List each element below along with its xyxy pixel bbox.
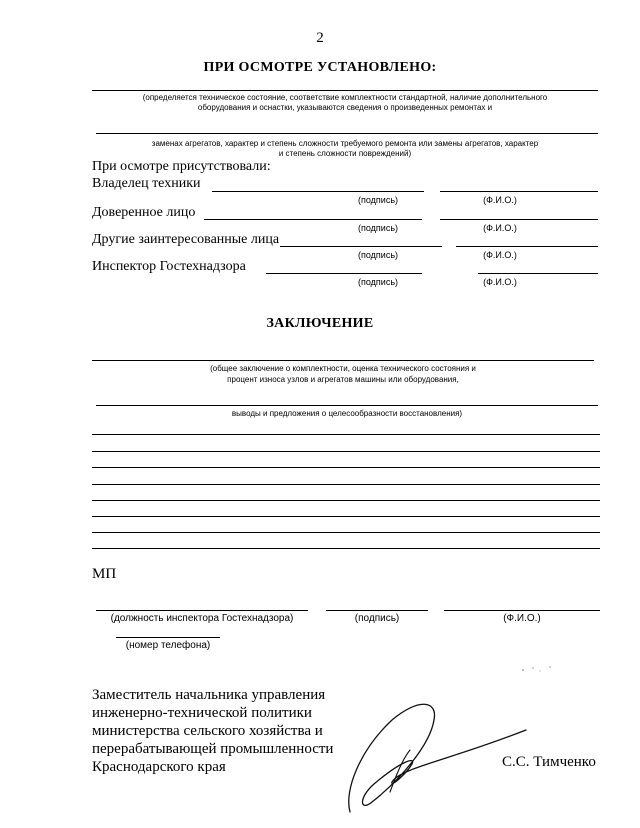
- inspection-title: ПРИ ОСМОТРЕ УСТАНОВЛЕНО:: [203, 60, 437, 75]
- inspection-line-1: [92, 90, 598, 91]
- inspector-name-line: [478, 273, 598, 274]
- owner-name-line: [440, 191, 598, 192]
- inspection-hint-2: оборудования и оснастки, указываются сведения о произведенных ремонтах и: [197, 103, 493, 112]
- stamp-label: МП: [92, 566, 117, 582]
- owner-name-hint: (Ф.И.О.): [483, 195, 517, 205]
- attendance-role-owner: Владелец техники: [92, 176, 201, 191]
- inspector-signature-hint: (подпись): [357, 277, 399, 287]
- signature-label: (подпись): [354, 613, 400, 624]
- phone-line: [116, 637, 220, 638]
- proxy-signature-hint: (подпись): [357, 223, 399, 233]
- conclusion-blank-line: [92, 500, 600, 501]
- conclusion-blank-line: [92, 532, 600, 533]
- attendance-role-inspector: Инспектор Гостехнадзора: [92, 259, 246, 274]
- attendance-intro: При осмотре присутствовали:: [92, 159, 271, 174]
- inspector-name-hint: (Ф.И.О.): [483, 277, 517, 287]
- inspection-hint-1: (определяется техническое состояние, соответствие комплектности стандартной, наличие дополнительного: [142, 93, 548, 102]
- others-name-line: [456, 246, 598, 247]
- proxy-name-hint: (Ф.И.О.): [483, 223, 517, 233]
- handwritten-signature: [330, 690, 530, 820]
- position-label: (должность инспектора Гостехнадзора): [110, 613, 294, 624]
- inspector-signature-line: [266, 273, 422, 274]
- proxy-name-line: [440, 219, 598, 220]
- attendance-role-proxy: Доверенное лицо: [92, 205, 196, 220]
- conclusion-blank-line: [92, 484, 600, 485]
- conclusion-blank-line: [92, 434, 600, 435]
- name-line: [444, 610, 600, 611]
- approver-line: Заместитель начальника управления: [92, 687, 326, 703]
- inspection-line-2: [96, 133, 598, 134]
- conclusion-blank-line: [92, 451, 600, 452]
- conclusion-hint-2: процент износа узлов и агрегатов машины или оборудования,: [227, 375, 459, 384]
- approver-title: [92, 686, 333, 776]
- approver-name: С.С. Тимченко: [502, 754, 596, 770]
- page-number: 2: [316, 30, 324, 46]
- conclusion-blank-line: [92, 516, 600, 517]
- owner-signature-hint: (подпись): [357, 195, 399, 205]
- others-signature-hint: (подпись): [357, 250, 399, 260]
- conclusion-line-2: [96, 405, 598, 406]
- conclusion-hint-1: (общее заключение о комплектности, оценка технического состояния и: [210, 364, 476, 373]
- conclusion-title: ЗАКЛЮЧЕНИЕ: [266, 316, 374, 331]
- name-label: (Ф.И.О.): [503, 613, 541, 624]
- others-name-hint: (Ф.И.О.): [483, 250, 517, 260]
- scan-speck: [520, 660, 556, 668]
- inspection-hint-4: и степень сложности повреждений): [278, 149, 412, 158]
- approver-line: Краснодарского края: [92, 759, 226, 775]
- phone-label: (номер телефона): [125, 640, 211, 651]
- attendance-role-others: Другие заинтересованные лица: [92, 232, 280, 247]
- position-line: [96, 610, 308, 611]
- others-signature-line: [280, 246, 442, 247]
- owner-signature-line: [212, 191, 424, 192]
- proxy-signature-line: [204, 219, 422, 220]
- conclusion-hint-3: выводы и предложения о целесообразности восстановления): [231, 409, 463, 418]
- conclusion-line-1: [92, 360, 594, 361]
- approver-line: министерства сельского хозяйства и: [92, 723, 323, 739]
- conclusion-blank-line: [92, 467, 600, 468]
- approver-line: перерабатывающей промышленности: [92, 741, 334, 757]
- inspection-hint-3: заменах агрегатов, характер и степень сложности требуемого ремонта или замены агрегатов, характер: [151, 139, 539, 148]
- approver-line: инженерно-технической политики: [92, 705, 312, 721]
- conclusion-blank-line: [92, 548, 600, 549]
- signature-line: [326, 610, 428, 611]
